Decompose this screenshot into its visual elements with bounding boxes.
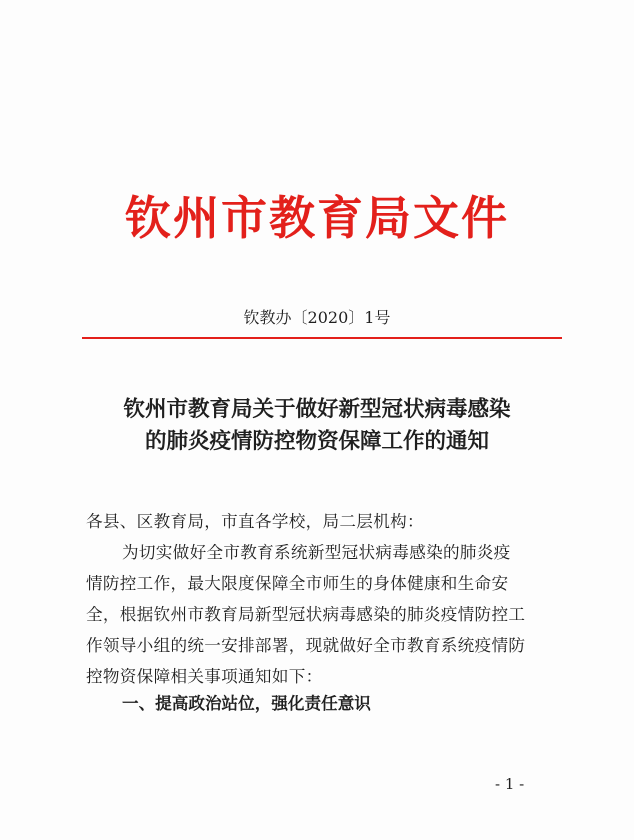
paragraph-line: 作领导小组的统一安排部署，现就做好全市教育系统疫情防 xyxy=(86,636,526,655)
body-text xyxy=(86,506,566,692)
paragraph-line: 情防控工作，最大限度保障全市师生的身体健康和生命安 xyxy=(86,574,509,593)
notice-title-line: 钦州市教育局关于做好新型冠状病毒感染 xyxy=(123,397,511,422)
paragraph-line: 全，根据钦州市教育局新型冠状病毒感染的肺炎疫情防控工 xyxy=(86,605,526,624)
salutation: 各县、区教育局，市直各学校，局二层机构： xyxy=(86,512,424,531)
notice-title-line: 的肺炎疫情防控物资保障工作的通知 xyxy=(144,429,489,454)
notice-title xyxy=(0,394,634,458)
paragraph-line: 控物资保障相关事项通知如下： xyxy=(86,667,323,686)
document-number: 钦教办〔2020〕1号 xyxy=(243,308,391,327)
page-number: - 1 - xyxy=(495,775,525,793)
red-divider-rule xyxy=(82,337,562,339)
masthead-title: 钦州市教育局文件 xyxy=(125,191,509,245)
paragraph-line: 为切实做好全市教育系统新型冠状病毒感染的肺炎疫 xyxy=(122,543,511,562)
section-heading: 一、提高政治站位，强化责任意识 xyxy=(122,694,371,713)
